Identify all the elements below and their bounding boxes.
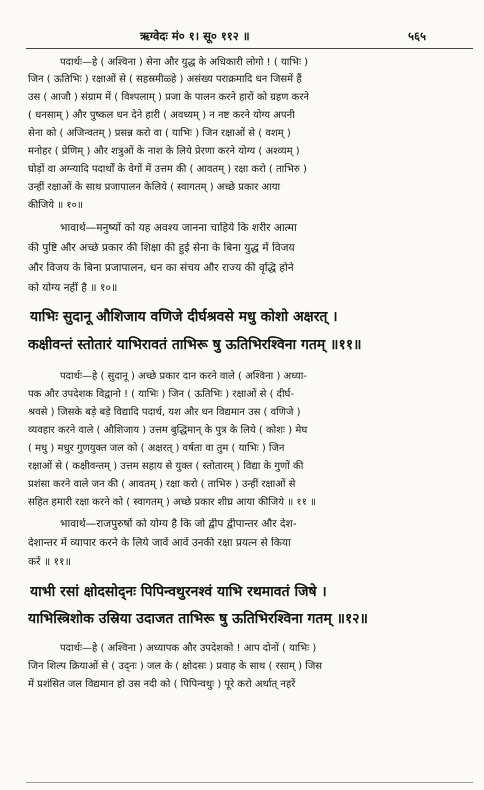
text-line: श्रवसे ) जिसके बड़े बड़े विद्यादि पदार्थ, यश और धन विद्यमान उस ( वणिजे ): [28, 407, 301, 418]
text-line: ( धनसाम् ) और पुष्कल धन देने हारी ( अवध्यम् ) न नष्ट करने योग्य अपनी: [28, 110, 295, 121]
text-line: देशान्तर में व्यापार करने के लिये जावें आवें उनकी रक्षा प्रयत्न से किया: [28, 537, 291, 549]
text-line: को योग्य नहीं है ॥ १०॥: [28, 282, 118, 294]
text-line: भावार्थ—मनुष्यों को यह अवश्य जानना चाहिये कि शरीर आत्मा: [60, 222, 297, 234]
mantra-line: याभिस्त्रिशोक उस्रिया उदाजत ताभिरू षु ऊतिभिरश्विना गतम् ॥१२॥: [28, 611, 368, 627]
text-line: जिन ( ऊतिभिः ) रक्षाओं से ( सहस्रमीळ्हे ) असंख्य पराक्रमादि धन जिसमें हैं: [28, 74, 302, 85]
text-line: उन्हीं रक्षाओं के साथ प्रजापालन केलिये ( स्वागतम् ) अच्छे प्रकार आया: [28, 182, 281, 193]
text-line: ( मधु ) मधुर गुणयुक्त जल को ( अक्षरत् ) वर्षता वा तुम ( याभिः ) जिन: [28, 443, 285, 454]
bottom-edge-rule: [26, 782, 473, 783]
text-line: जिन शिल्प क्रियाओं से ( उद्नः ) जल के ( क्षोदसः ) प्रवाह के साथ ( रसाम् ) जिस: [28, 661, 323, 672]
text-line: सेना को ( अजिन्वतम् ) प्रसन्न करो वा ( याभिः ) जिन रक्षाओं से ( वशम् ): [28, 128, 291, 139]
text-line: कीजिये ॥ १०॥: [28, 200, 83, 211]
text-line: पदार्थः—हे ( सुदानू ) अच्छे प्रकार दान करने वाले ( अश्विना ) अध्या-: [60, 371, 307, 382]
text-line: उस ( आजौ ) संग्राम में ( विश्पलाम् ) प्रजा के पालन करने हारों को ग्रहण करने: [28, 92, 309, 103]
text-line: रक्षाओं से ( कक्षीवन्तम् ) उत्तम सहाय से युक्त ( स्तोतारम् ) विद्या के गुणों की: [28, 461, 304, 472]
mantra-line: याभी रसां क्षोदसोद्नः पिपिन्वथुरनश्वं याभि रथमावतं जिषे ।: [30, 584, 327, 600]
text-line: व्यवहार करने वाले ( औशिजाय ) उत्तम बुद्धिमान् के पुत्र के लिये ( कोशः ) मेघ: [28, 425, 308, 436]
text-line: और विजय के बिना प्रजापालन, धन का संचय और राज्य की वृद्धि होने: [28, 262, 294, 274]
text-line: पदार्थः—हे ( अश्विना ) अध्यापक और उपदेशको ! आप दोनों ( याभिः ): [60, 643, 317, 654]
text-line: प्रशंसा करने वाले जन की ( आवतम् ) रक्षा करो ( ताभिरु ) उन्हीं रक्षाओं से: [28, 479, 296, 490]
mantra-line: कक्षीवन्तं स्तोतारं याभिरावतं ताभिरू षु ऊतिभिरश्विना गतम् ॥११॥: [28, 337, 362, 353]
text-line: करें ॥ ११॥: [28, 556, 71, 568]
text-line: की पुष्टि और अच्छे प्रकार की शिक्षा की हुई सेना के बिना युद्ध में विजय: [28, 242, 295, 254]
page-number: ५६५: [408, 29, 426, 43]
text-line: सहित हमारी रक्षा करने को ( स्वागतम् ) अच्छे प्रकार शीघ्र आया कीजिये ॥ ११ ॥: [28, 497, 316, 508]
running-header: [0, 29, 484, 45]
text-line: पक और उपदेशक विद्वानो ! ( याभिः ) जिन ( ऊतिभिः ) रक्षाओं से ( दीर्घ-: [28, 389, 295, 400]
text-line: पदार्थः—हे ( अश्विना ) सेना और युद्ध के अधिकारी लोगो ! ( याभिः ): [60, 57, 309, 68]
text-line: में प्रशंसित जल विद्यमान हो उस नदी को ( पिपिन्वथुः ) पूरे करो अर्थात् नहरें: [28, 679, 296, 690]
running-title: ऋग्वेदः मं० १। सू० ११२ ॥: [140, 29, 250, 43]
text-line: घोड़ों वा अग्न्यादि पदार्थों के वेगों में उत्तम की ( आवतम् ) रक्षा करो ( ताभिरु ): [28, 164, 307, 175]
text-line: भावार्थ—राजपुरुषों को योग्य है कि जो द्वीप द्वीपान्तर और देश-: [60, 518, 297, 530]
mantra-line: याभिः सुदानू औशिजाय वणिजे दीर्घश्रवसे मधु कोशो अक्षरत् ।: [30, 309, 338, 325]
text-line: मनोहर ( प्रेणिम् ) और शत्रुओं के नाश के लिये प्रेरणा करने योग्य ( अश्व्यम् ): [28, 146, 300, 157]
header-rule: [26, 48, 473, 49]
